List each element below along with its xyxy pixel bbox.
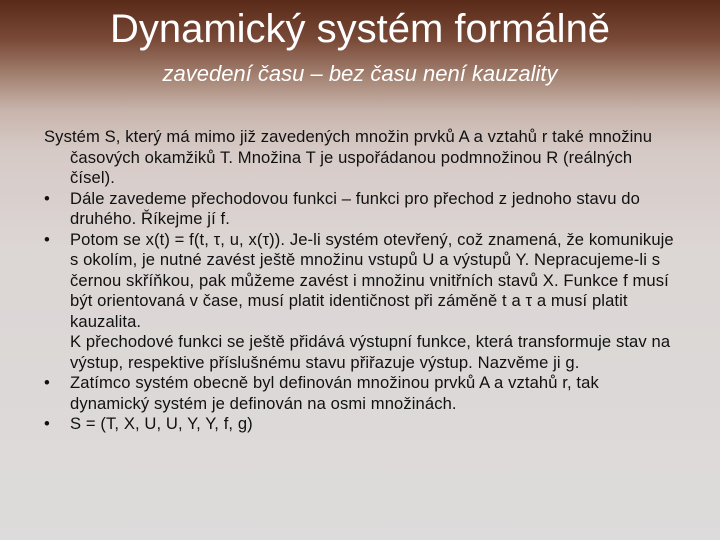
slide-subtitle: zavedení času – bez času není kauzality: [162, 61, 558, 86]
intro-text: Systém S, který má mimo již zavedených množin prvků A a vztahů r také množinu časových okamžiků T. Množina T je uspořádanou podmnožinou R (reálných čísel).: [44, 127, 653, 187]
bullet-text-part: K přechodové funkci se ještě přidává výstupní funkce, která transformuje stav na výstup, respektive příslušnému stavu přiřazuje výstup. Nazvěme ji g.: [70, 332, 671, 372]
bullet-text-part: Potom se x(t) = f(t, τ, u, x(τ)). Je-li systém otevřený, což znamená, že komunikuje s okolím, je nutné zavést ještě množinu vstupů U a výstupů Y. Nepracujeme-li s černou skříňkou, pak můžeme zavést i množinu vnitřních stavů X. Funkce f musí být orientovaná v čase, musí platit identičnost při záměně t a τ a musí platit kauzalita.: [70, 229, 674, 331]
bullet-text: [70, 230, 678, 374]
bullet-icon: •: [44, 373, 50, 392]
bullet-text: Dále zavedeme přechodovou funkci – funkci pro přechod z jednoho stavu do druhého. Říkejme jí f.: [70, 188, 640, 228]
bullet-item: [44, 230, 678, 374]
bullet-icon: •: [44, 229, 50, 249]
slide-body: [44, 127, 678, 435]
bullet-icon: •: [44, 414, 50, 433]
bullet-item: [44, 414, 678, 435]
bullet-item: [44, 373, 678, 414]
bullet-icon: •: [44, 188, 50, 208]
bullet-item: [44, 189, 678, 230]
bullet-text: S = (T, X, U, U, Y, Y, f, g): [70, 414, 253, 433]
bullet-text: Zatímco systém obecně byl definován množinou prvků A a vztahů r, tak dynamický systém je definován na osmi množinách.: [70, 373, 599, 413]
slide-title: Dynamický systém formálně: [109, 7, 611, 51]
intro-paragraph: [44, 127, 678, 189]
